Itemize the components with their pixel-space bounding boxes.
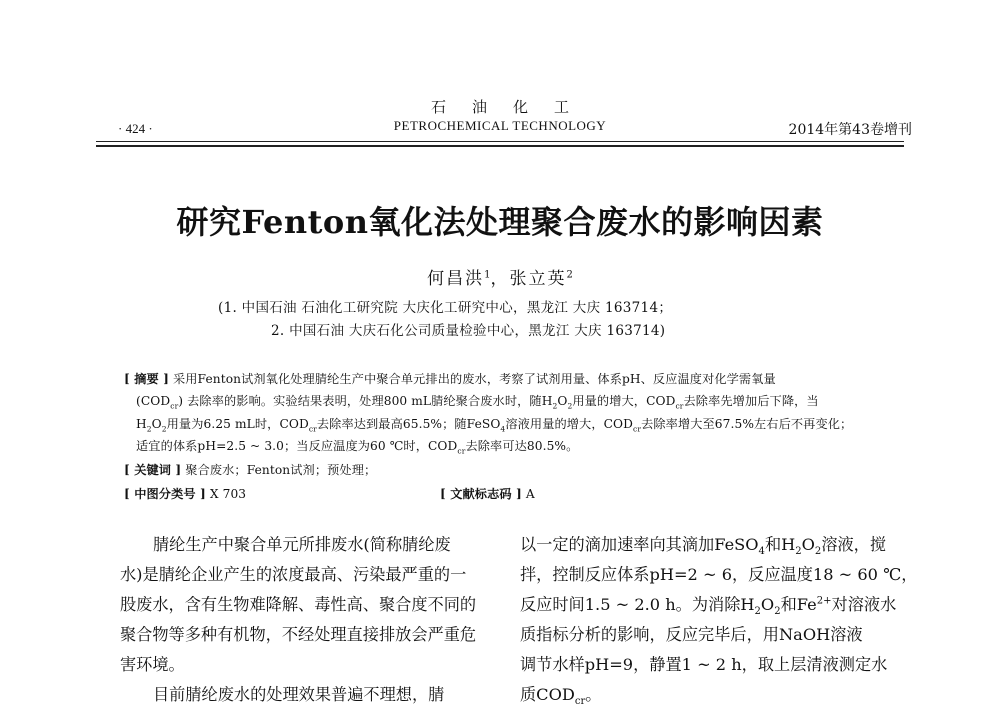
abstract-label: [ 摘要 ] — [124, 372, 169, 386]
subscript: 2 — [754, 606, 761, 618]
keywords-label: [ 关键词 ] — [124, 463, 182, 477]
body-text: O — [760, 595, 775, 614]
body-text: 溶液，搅 — [821, 535, 887, 554]
body-line: 水)是腈纶企业产生的浓度最高、污染最严重的一 — [120, 565, 467, 584]
cls-value: X 703 — [209, 487, 247, 501]
doc-code-group — [440, 485, 535, 502]
abstract-text: ) 去除率的影响。实验结果表明，处理800 mL腈纶聚合废水时，随H — [178, 394, 553, 408]
body-text: 和Fe — [780, 595, 817, 614]
body-text: 和H — [764, 535, 796, 554]
body-text: O — [801, 535, 815, 554]
header-rule-thick — [96, 145, 904, 147]
body-text: 以一定的滴加速率向其滴加FeSO — [520, 535, 759, 554]
body-text: 对溶液水 — [831, 595, 897, 614]
abstract-text: 去除率可达80.5%。 — [465, 439, 579, 453]
subscript: cr — [308, 424, 317, 434]
affiliation-1: (1. 中国石油 石油化工研究院 大庆化工研究中心，黑龙江 大庆 163714； — [218, 300, 673, 316]
keywords-line — [124, 461, 376, 478]
keywords-text: 聚合废水；Fenton试剂；预处理； — [185, 463, 377, 477]
abstract-text: H — [136, 417, 147, 431]
subscript: 2 — [814, 546, 822, 558]
abstract-text: 用量为6.25 mL时，COD — [166, 417, 309, 431]
body-line: 拌，控制反应体系pH=2 ~ 6，反应温度18 ~ 60 ℃， — [520, 565, 918, 584]
body-line — [520, 680, 905, 710]
subscript: 2 — [567, 401, 573, 411]
subscript: cr — [633, 424, 642, 434]
body-text: 反应时间1.5 ~ 2.0 h。为消除H — [520, 595, 755, 614]
subscript: 4 — [758, 546, 765, 558]
abstract-text: 去除率先增加后下降，当 — [683, 394, 819, 408]
body-column-left — [120, 530, 492, 710]
subscript: 2 — [146, 424, 152, 434]
header-rule-thin — [96, 141, 904, 142]
body-line: 目前腈纶废水的处理效果普遍不理想，腈 — [153, 685, 445, 704]
abstract-text: O — [151, 417, 162, 431]
issue-info: 2014年第43卷增刊 — [788, 122, 912, 138]
affiliation-2: 2. 中国石油 大庆石化公司质量检验中心，黑龙江 大庆 163714) — [271, 323, 666, 339]
abstract-line — [124, 370, 776, 387]
doc-value: A — [525, 487, 535, 501]
abstract-line — [136, 415, 852, 432]
page-number: · 424 · — [118, 121, 153, 136]
body-text: 。 — [585, 685, 602, 704]
author-separator: ， — [490, 269, 510, 289]
classification-line — [124, 485, 535, 502]
body-line — [520, 530, 905, 560]
body-text: 质COD — [520, 685, 575, 704]
abstract-text: 溶液用量的增大，COD — [505, 417, 634, 431]
abstract-text: 用量的增大，COD — [572, 394, 676, 408]
author-2: 张立英 — [509, 269, 567, 289]
subscript: cr — [170, 401, 179, 411]
body-line: 调节水样pH=9，静置1 ~ 2 h，取上层清液测定水 — [520, 655, 888, 674]
body-column-right — [520, 530, 918, 710]
abstract-text: 采用Fenton试剂氧化处理腈纶生产中聚合单元排出的废水，考察了试剂用量、体系pH、反应温度对化学需氧量 — [172, 372, 776, 386]
subscript: 2 — [552, 401, 558, 411]
body-line — [520, 590, 905, 620]
subscript: cr — [457, 446, 466, 456]
author-line — [0, 264, 1000, 289]
body-line: 害环境。 — [120, 655, 185, 674]
abstract-text: 去除率达到最高65.5%；随FeSO — [316, 417, 501, 431]
body-line: 质指标分析的影响，反应完毕后，用NaOH溶液 — [520, 625, 863, 644]
subscript: 2 — [161, 424, 167, 434]
subscript: 2 — [795, 546, 802, 558]
subscript: cr — [574, 696, 586, 708]
author-1: 何昌洪 — [427, 269, 485, 289]
author-1-mark: 1 — [484, 269, 491, 281]
abstract-line — [136, 437, 578, 454]
subscript: 2 — [774, 606, 781, 618]
journal-name-cn: 石油化工 — [430, 98, 595, 116]
abstract-line — [136, 392, 819, 409]
abstract-text: O — [557, 394, 568, 408]
abstract-text: 去除率增大至67.5%左右后不再变化； — [641, 417, 853, 431]
doc-label: [ 文献标志码 ] — [440, 487, 522, 501]
superscript: 2+ — [816, 595, 832, 607]
abstract-text: 适宜的体系pH=2.5 ~ 3.0；当反应温度为60 ℃时，COD — [136, 439, 458, 453]
author-2-mark: 2 — [566, 269, 573, 281]
article-title: 研究Fenton氧化法处理聚合废水的影响因素 — [176, 203, 824, 241]
body-line: 股废水，含有生物难降解、毒性高、聚合度不同的 — [120, 595, 477, 614]
journal-name-en: PETROCHEMICAL TECHNOLOGY — [393, 118, 607, 133]
abstract-text: (COD — [136, 394, 171, 408]
body-line: 聚合物等多种有机物，不经处理直接排放会严重危 — [120, 625, 477, 644]
body-line: 腈纶生产中聚合单元所排废水(简称腈纶废 — [153, 535, 451, 554]
subscript: cr — [675, 401, 684, 411]
subscript: 4 — [500, 424, 506, 434]
cls-label: [ 中图分类号 ] — [124, 487, 206, 501]
